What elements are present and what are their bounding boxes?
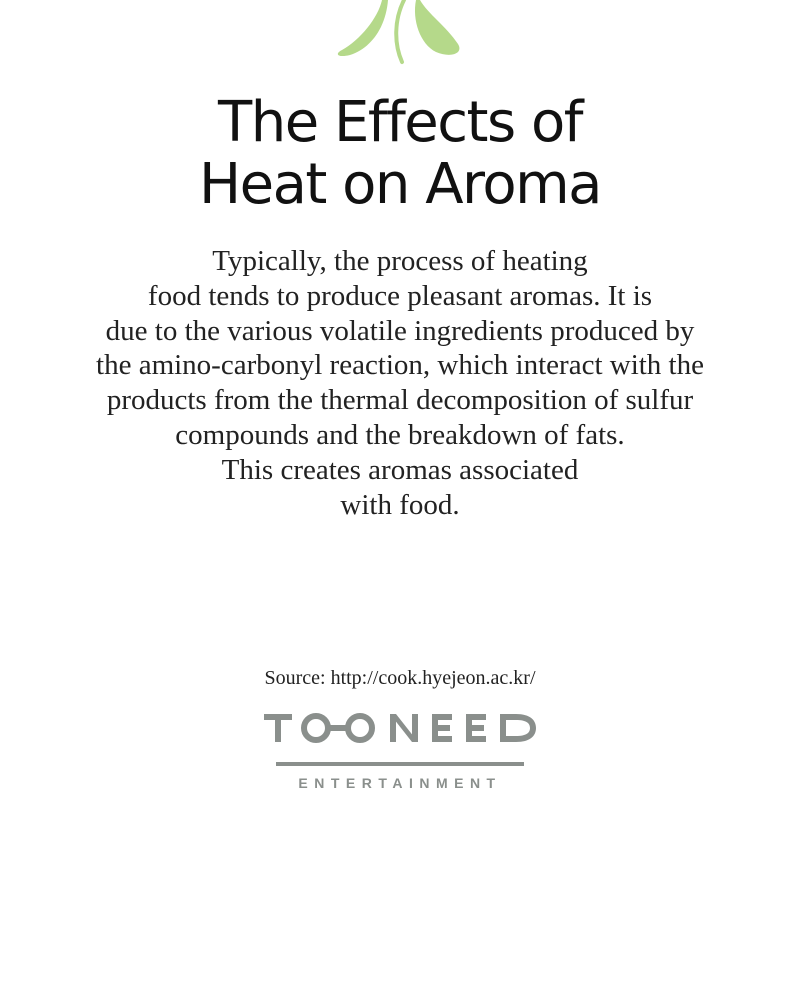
body-line: products from the thermal decomposition of sulfur [106,384,694,417]
body-line: food tends to produce pleasant aromas. It is [147,279,653,312]
logo-subtitle: ENTERTAINMENT [298,775,502,791]
logo-wordmark [264,714,536,766]
page-title [0,92,800,216]
right-leaf [415,0,459,55]
body-line: This creates aromas associated [221,453,579,486]
body-line: the amino-carbonyl reaction, which interact with the [96,349,704,382]
leaf-decoration-icon [320,0,470,70]
body-line: with food. [340,488,460,521]
body-line: compounds and the breakdown of fats. [175,418,625,451]
title-line-1: The Effects of [218,90,582,155]
left-leaf [338,0,388,56]
tooneed-logo [262,708,538,798]
center-stem [396,0,404,62]
source-citation: Source: http://cook.hyejeon.ac.kr/ [264,667,536,689]
body-line: due to the various volatile ingredients produced by [105,314,695,347]
logo-divider [276,762,524,766]
body-paragraph [0,244,800,522]
title-line-2: Heat on Aroma [199,152,601,217]
body-line: Typically, the process of heating [212,245,588,277]
